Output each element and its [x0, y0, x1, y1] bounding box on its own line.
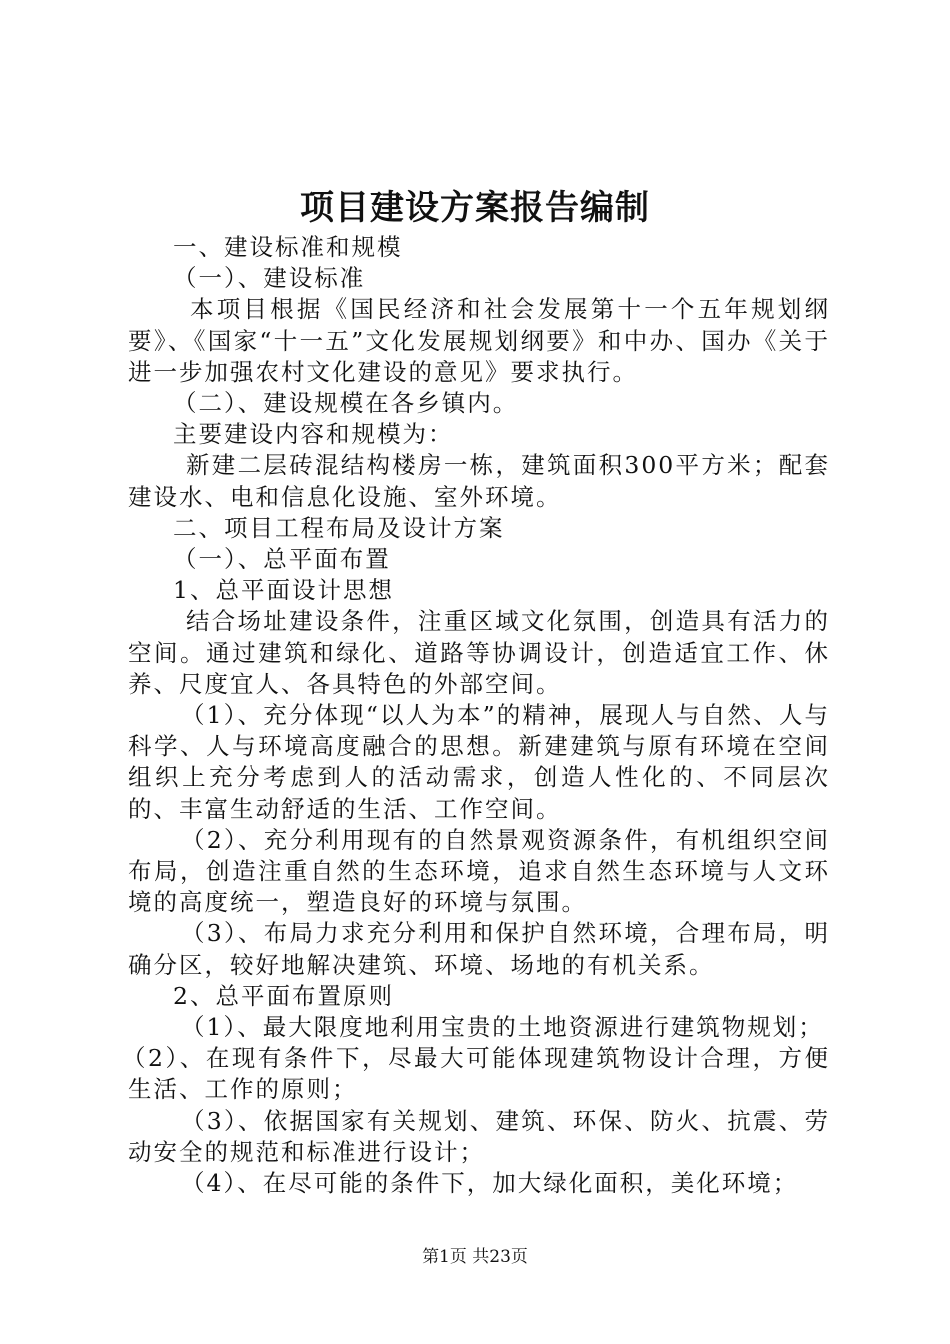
paragraph-point-3: （3）、布局力求充分利用和保护自然环境，合理布局，明确分区，较好地解决建筑、环境、场地的有机关系。	[128, 919, 830, 979]
paragraph-point-1: （1）、充分体现“以人为本”的精神，展现人与自然、人与科学、人与环境高度融合的思想。新建建筑与原有环境在空间组织上充分考虑到人的活动需求，创造人性化的、不同层次的、丰富生动舒适的生活、工作空间。	[128, 701, 830, 823]
subsection-heading-2-1: （一）、总平面布置	[173, 545, 391, 574]
subsection-heading-2-1-2: 2、总平面布置原则	[173, 981, 394, 1010]
paragraph-design-concept: 结合场址建设条件，注重区域文化氛围，创造具有活力的空间。通过建筑和绿化、道路等协调设计，创造适宜工作、休养、尺度宜人、各具特色的外部空间。	[128, 607, 830, 698]
page-footer: 第1页 共23页	[422, 1247, 528, 1267]
subsection-heading-1-1: （一）、建设标准	[173, 264, 366, 293]
section-heading-1: 一、建设标准和规模	[173, 233, 403, 261]
document-body	[122, 232, 830, 1199]
paragraph-principle-3: （3）、依据国家有关规划、建筑、环保、防火、抗震、劳动安全的规范和标准进行设计；	[128, 1106, 830, 1166]
paragraph-point-2: （2）、充分利用现有的自然景观资源条件，有机组织空间布局，创造注重自然的生态环境，追求自然生态环境与人文环境的高度统一，塑造良好的环境与氛围。	[128, 825, 830, 917]
paragraph-principle-1: （1）、最大限度地利用宝贵的土地资源进行建筑物规划；	[181, 1013, 824, 1042]
paragraph-principle-2: （2）、在现有条件下，尽最大可能体现建筑物设计合理，方便生活、工作的原则；	[122, 1044, 830, 1104]
paragraph-content-intro: 主要建设内容和规模为：	[173, 420, 454, 449]
paragraph-new-building: 新建二层砖混结构楼房一栋，建筑面积300平方米；配套建设水、电和信息化设施、室外环境。	[128, 451, 830, 511]
section-heading-2: 二、项目工程布局及设计方案	[173, 513, 505, 542]
subsection-heading-2-1-1: 1、总平面设计思想	[173, 576, 394, 605]
document-title: 项目建设方案报告编制	[300, 188, 650, 228]
paragraph-principle-4: （4）、在尽可能的条件下，加大绿化面积，美化环境；	[181, 1169, 799, 1198]
paragraph-standards: 本项目根据《国民经济和社会发展第十一个五年规划纲要》、《国家“十一五”文化发展规划纲要》和中办、国办《关于进一步加强农村文化建设的意见》要求执行。	[128, 295, 830, 386]
subsection-heading-1-2: （二）、建设规模在各乡镇内。	[173, 389, 519, 418]
